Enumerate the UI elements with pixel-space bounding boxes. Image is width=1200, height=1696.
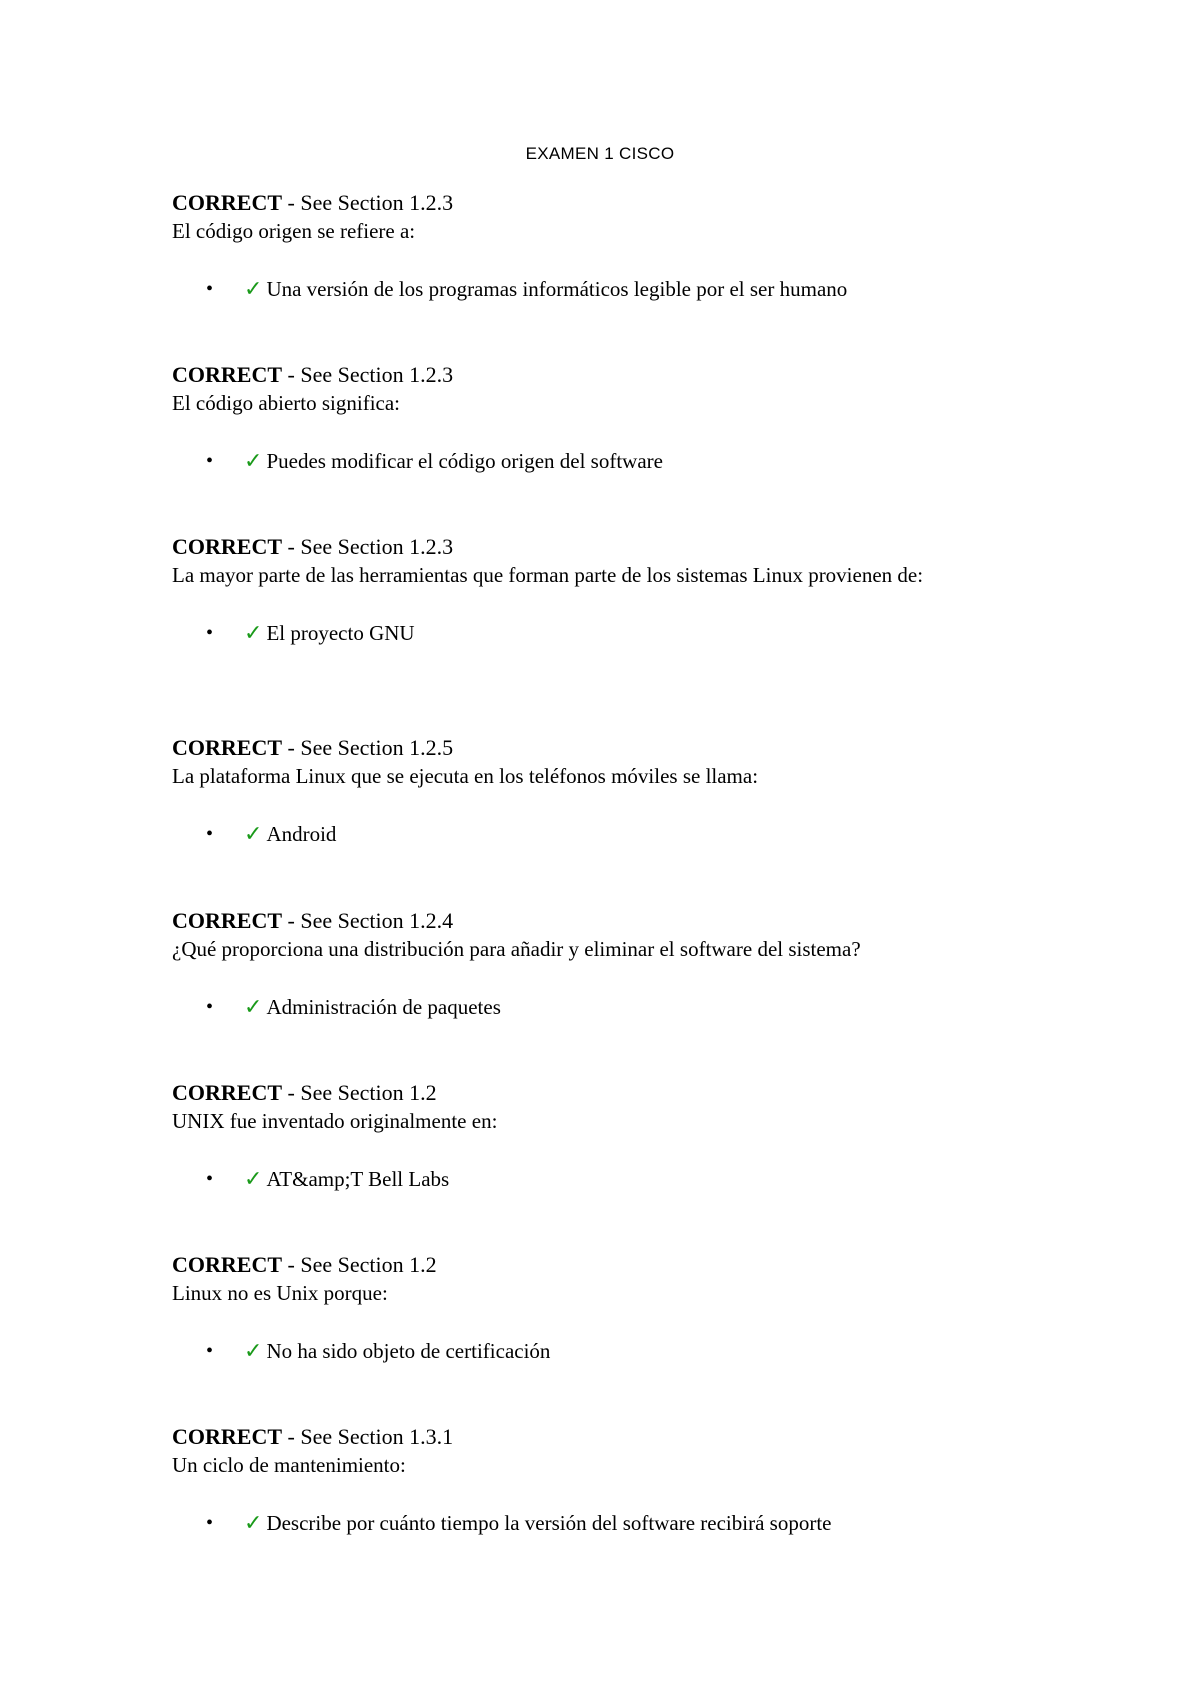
status-line (172, 1078, 1032, 1107)
answer-text: Administración de paquetes (266, 995, 501, 1019)
status-line (172, 188, 1032, 217)
bullet-icon: • (206, 823, 214, 845)
section-reference: - See Section 1.2.4 (282, 908, 454, 933)
status-line (172, 733, 1032, 762)
status-label: CORRECT (172, 1424, 283, 1449)
question-text: Un ciclo de mantenimiento: (172, 1453, 406, 1477)
section-reference: - See Section 1.2 (282, 1252, 437, 1277)
answer-item (172, 993, 1032, 1022)
answer-item (172, 1509, 1032, 1538)
question-text: El código abierto significa: (172, 391, 401, 415)
question-text: Linux no es Unix porque: (172, 1281, 388, 1305)
question-text: El código origen se refiere a: (172, 219, 416, 243)
question-block (172, 532, 1032, 648)
status-line (172, 1422, 1032, 1451)
status-line (172, 360, 1032, 389)
status-label: CORRECT (172, 190, 283, 215)
check-icon: ✓ (244, 449, 263, 474)
check-icon: ✓ (244, 621, 263, 646)
bullet-icon: • (206, 278, 214, 300)
answer-text: AT&amp;T Bell Labs (266, 1167, 450, 1191)
question-block (172, 188, 1032, 304)
check-icon: ✓ (244, 1339, 263, 1364)
answer-item (172, 619, 1032, 648)
status-label: CORRECT (172, 735, 283, 760)
question-block (172, 906, 1032, 1022)
answer-text: Una versión de los programas informáticos legible por el ser humano (266, 277, 848, 301)
bullet-icon: • (206, 1512, 214, 1534)
question-text: ¿Qué proporciona una distribución para añadir y eliminar el software del sistema? (172, 937, 861, 961)
section-reference: - See Section 1.2.3 (282, 190, 454, 215)
status-line (172, 1250, 1032, 1279)
answer-item (172, 820, 1032, 849)
question-text: La plataforma Linux que se ejecuta en los teléfonos móviles se llama: (172, 764, 759, 788)
answer-item (172, 447, 1032, 476)
status-label: CORRECT (172, 1252, 283, 1277)
answer-text: No ha sido objeto de certificación (266, 1339, 551, 1363)
answer-text: Describe por cuánto tiempo la versión del software recibirá soporte (266, 1511, 832, 1535)
answer-text: Puedes modificar el código origen del software (266, 449, 663, 473)
check-icon: ✓ (244, 277, 263, 302)
section-reference: - See Section 1.2 (282, 1080, 437, 1105)
answer-text: Android (266, 822, 337, 846)
section-reference: - See Section 1.2.3 (282, 534, 454, 559)
status-line (172, 532, 1032, 561)
section-reference: - See Section 1.3.1 (282, 1424, 454, 1449)
check-icon: ✓ (244, 1511, 263, 1536)
question-block (172, 733, 1032, 849)
bullet-icon: • (206, 450, 214, 472)
status-label: CORRECT (172, 1080, 283, 1105)
bullet-icon: • (206, 622, 214, 644)
status-line (172, 906, 1032, 935)
question-block (172, 1078, 1032, 1194)
answer-item (172, 275, 1032, 304)
answer-item (172, 1165, 1032, 1194)
status-label: CORRECT (172, 362, 283, 387)
question-text: UNIX fue inventado originalmente en: (172, 1109, 498, 1133)
status-label: CORRECT (172, 534, 283, 559)
section-reference: - See Section 1.2.3 (282, 362, 454, 387)
status-label: CORRECT (172, 908, 283, 933)
question-block (172, 1250, 1032, 1366)
bullet-icon: • (206, 996, 214, 1018)
check-icon: ✓ (244, 1167, 263, 1192)
answer-text: El proyecto GNU (266, 621, 415, 645)
check-icon: ✓ (244, 822, 263, 847)
section-reference: - See Section 1.2.5 (282, 735, 454, 760)
check-icon: ✓ (244, 995, 263, 1020)
answer-item (172, 1337, 1032, 1366)
question-block (172, 360, 1032, 476)
bullet-icon: • (206, 1340, 214, 1362)
bullet-icon: • (206, 1168, 214, 1190)
question-block (172, 1422, 1032, 1538)
question-text: La mayor parte de las herramientas que forman parte de los sistemas Linux provienen de: (172, 563, 924, 587)
document-title: EXAMEN 1 CISCO (525, 144, 675, 163)
